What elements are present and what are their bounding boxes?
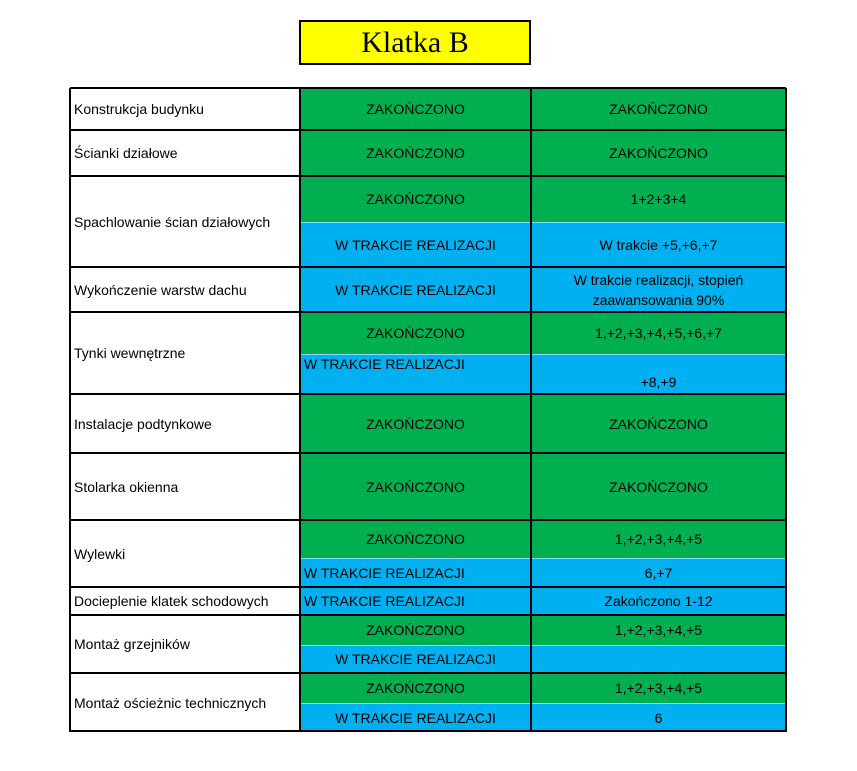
row-label: Ścianki działowe	[70, 130, 300, 176]
row-label: Spachlowanie ścian działowych	[70, 176, 300, 267]
row-label: Wykończenie warstw dachu	[70, 267, 300, 312]
grid-line	[70, 730, 786, 732]
progress-detail: W trakcie realizacji, stopień zaawansowania 90%	[531, 267, 786, 312]
status-in-progress: W TRAKCIE REALIZACJI	[300, 222, 531, 267]
progress-detail	[531, 645, 786, 673]
sub-row-separator	[300, 354, 786, 355]
status-completed: ZAKOŃCZONO	[300, 176, 531, 222]
progress-detail: 1+2+3+4	[531, 176, 786, 222]
grid-line	[70, 87, 786, 89]
grid-line	[70, 452, 786, 454]
status-completed: ZAKOŃCZONO	[531, 394, 786, 453]
status-completed: ZAKOŃCZONO	[531, 453, 786, 520]
status-completed: ZAKOŃCZONO	[300, 673, 531, 703]
progress-detail: 6,+7	[531, 558, 786, 587]
status-in-progress: W TRAKCIE REALIZACJI	[300, 354, 531, 394]
progress-detail: 1,+2,+3,+4,+5	[531, 615, 786, 645]
status-completed: ZAKOŃCZONO	[300, 88, 531, 130]
grid-line	[785, 88, 787, 732]
grid-line	[70, 311, 786, 313]
grid-line	[530, 88, 532, 732]
row-label: Tynki wewnętrzne	[70, 312, 300, 394]
page-title: Klatka B	[299, 20, 531, 65]
progress-detail: 1,+2,+3,+4,+5,+6,+7	[531, 312, 786, 354]
status-completed: ZAKOŃCZONO	[300, 520, 531, 558]
grid-line	[70, 175, 786, 177]
row-label: Wylewki	[70, 520, 300, 587]
status-in-progress: W TRAKCIE REALIZACJI	[300, 558, 531, 587]
row-label: Docieplenie klatek schodowych	[70, 587, 300, 615]
status-completed: ZAKOŃCZONO	[300, 130, 531, 176]
progress-detail: 1,+2,+3,+4,+5	[531, 673, 786, 703]
row-label: Montaż grzejników	[70, 615, 300, 673]
status-in-progress: W TRAKCIE REALIZACJI	[300, 645, 531, 673]
grid-line	[70, 266, 786, 268]
status-in-progress: W TRAKCIE REALIZACJI	[300, 587, 531, 615]
status-in-progress: W TRAKCIE REALIZACJI	[300, 267, 531, 312]
status-completed: ZAKOŃCZONO	[300, 453, 531, 520]
grid-line	[70, 672, 786, 674]
status-completed: ZAKOŃCZONO	[300, 312, 531, 354]
grid-line	[70, 393, 786, 395]
row-label: Konstrukcja budynku	[70, 88, 300, 130]
progress-detail: Zakończono 1-12	[531, 587, 786, 615]
status-completed: ZAKOŃCZONO	[300, 394, 531, 453]
grid-line	[69, 88, 71, 732]
status-completed: ZAKOŃCZONO	[300, 615, 531, 645]
status-completed: ZAKOŃCZONO	[531, 130, 786, 176]
progress-detail: W trakcie +5,+6,+7	[531, 222, 786, 267]
sub-row-separator	[300, 222, 786, 223]
progress-detail: 6	[531, 703, 786, 732]
status-in-progress: W TRAKCIE REALIZACJI	[300, 703, 531, 732]
progress-detail: 1,+2,+3,+4,+5	[531, 520, 786, 558]
row-label: Instalacje podtynkowe	[70, 394, 300, 453]
row-label: Montaż ościeżnic technicznych	[70, 673, 300, 732]
grid-line	[70, 614, 786, 616]
grid-line	[70, 129, 786, 131]
sub-row-separator	[300, 558, 786, 559]
row-label: Stolarka okienna	[70, 453, 300, 520]
sub-row-separator	[300, 645, 786, 646]
sub-row-separator	[300, 703, 786, 704]
grid-line	[299, 88, 301, 732]
progress-detail: +8,+9	[531, 354, 786, 394]
grid-line	[70, 519, 786, 521]
grid-line	[70, 586, 786, 588]
status-completed: ZAKOŃCZONO	[531, 88, 786, 130]
